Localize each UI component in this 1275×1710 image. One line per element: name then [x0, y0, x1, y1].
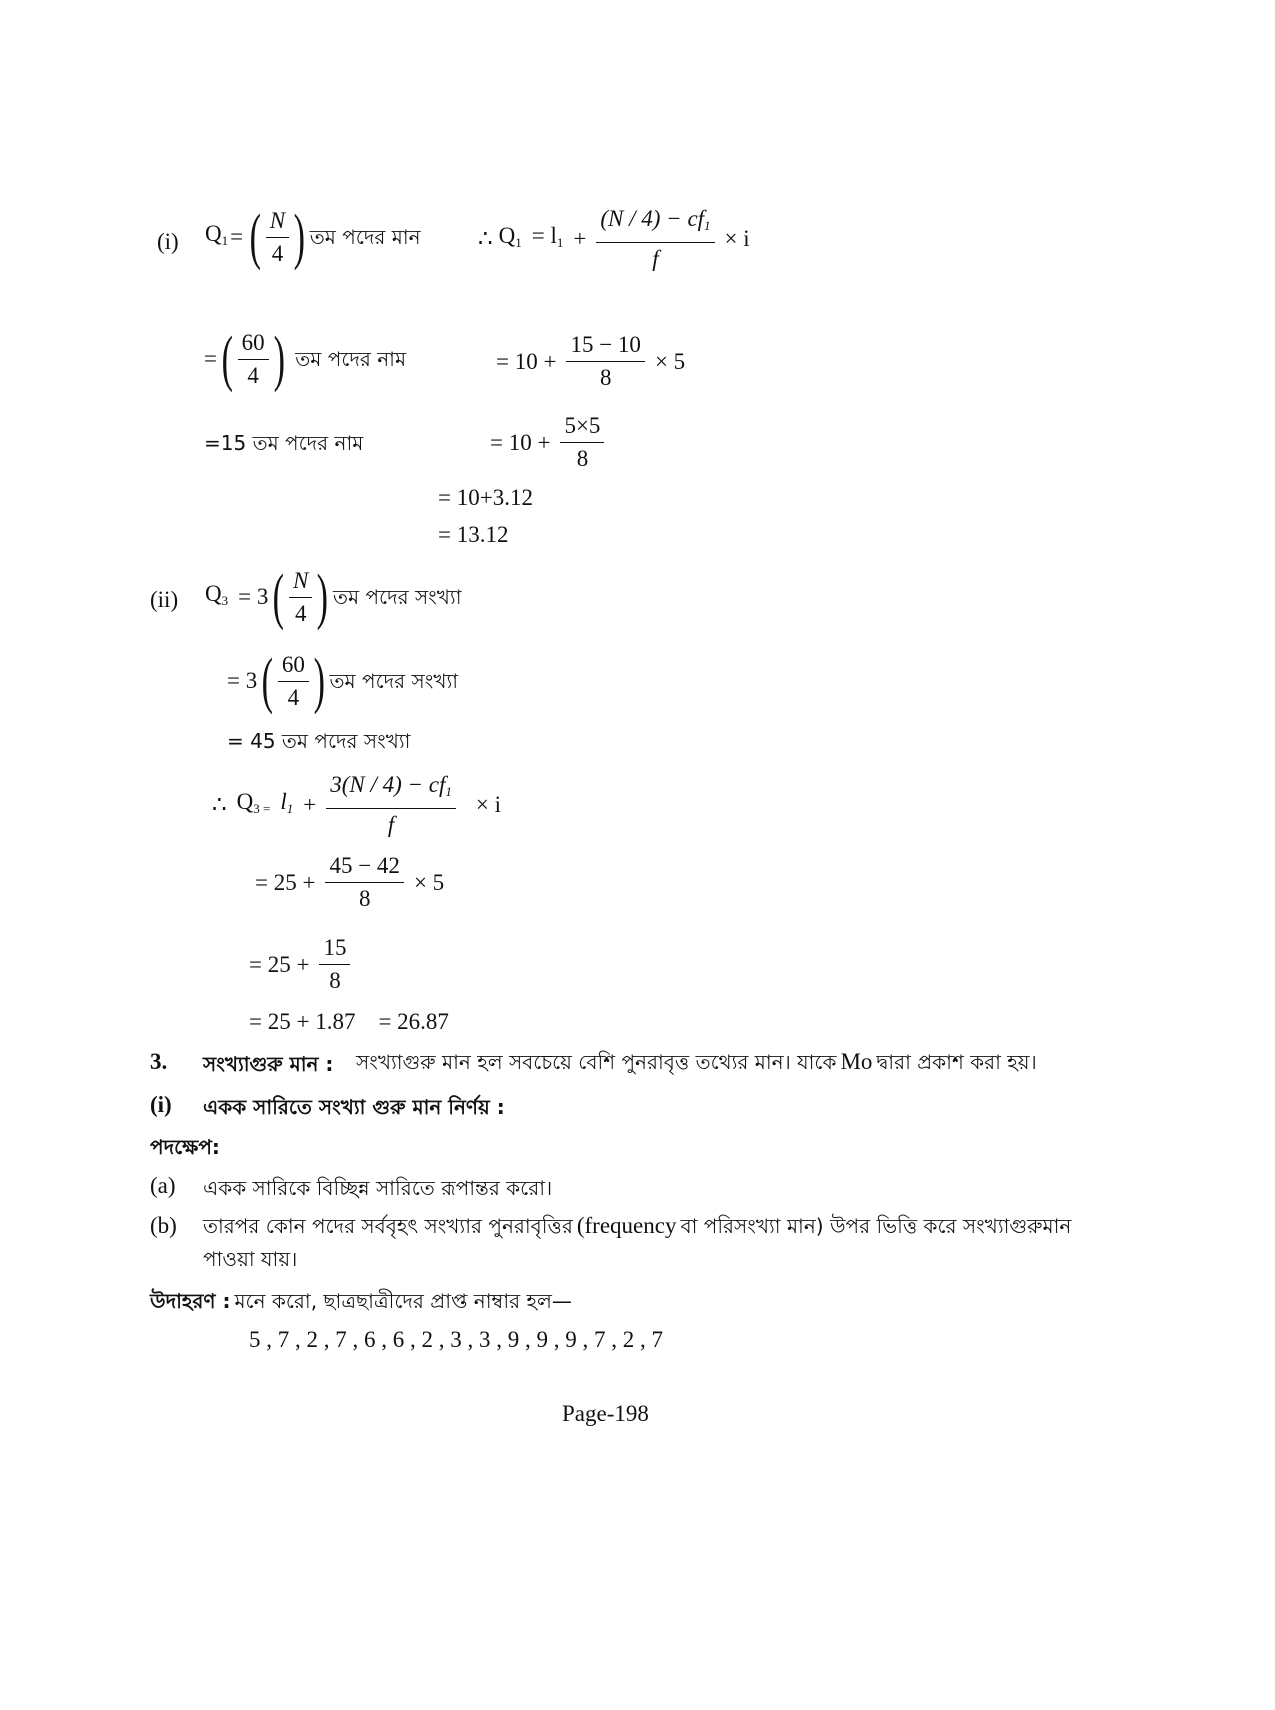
- q1-label: (i): [157, 229, 179, 254]
- therefore-symbol: ∴: [478, 226, 493, 251]
- q1-line2-left: = ( $\frac{60}{4}$ ) তম পদের নাম: [204, 325, 407, 393]
- step-b-text-cont: পাওয়া যায়।: [203, 1247, 298, 1271]
- step-a-label: (a): [150, 1173, 176, 1198]
- q1-line2-right: = 10 + $\frac{15 - 10}{8}$ × 5: [496, 332, 686, 390]
- page-number: Page-198: [562, 1401, 649, 1426]
- q3-label: (ii): [150, 587, 179, 612]
- equals: =: [230, 224, 244, 249]
- q3-result: = 25 + 1.87 = 26.87: [249, 1009, 449, 1034]
- q3-line6: = 25 + $\frac{15}{8}$: [249, 935, 350, 994]
- example: উদাহরণ : মনে করো, ছাত্রছাত্রীদের প্রাপ্ত নাম্বার হল—: [150, 1289, 572, 1313]
- q3-line2: = 3 ( $\frac{60}{4}$ ) তম পদের সংখ্যা: [227, 647, 459, 715]
- q1-symbol: $Q_1$: [205, 220, 229, 248]
- q1-result: = 13.12: [438, 522, 509, 547]
- q1-line3-right: = 10 + $\frac{5\times 5}{8}$: [490, 413, 604, 472]
- step-b-label: (b): [150, 1213, 177, 1238]
- q3-formula: ∴ $Q_{3 =}$ $l_1$ + $\frac{3(N / 4) - cf_1}{f}$ × i: [212, 772, 502, 837]
- example-numbers: 5 , 7 , 2 , 7 , 6 , 6 , 2 , 3 , 3 , 9 , 9 , 9 , 7 , 2 , 7: [249, 1327, 663, 1352]
- q1-formula-fraction: $\frac{(N / 4) - cf_1}{f}$: [596, 206, 714, 272]
- term-value-text: তম পদের মান: [309, 225, 421, 249]
- section-number: 3.: [150, 1049, 168, 1074]
- subsection-heading: একক সারিতে সংখ্যা গুরু মান নির্ণয় :: [203, 1095, 505, 1119]
- q1-formula: ∴ $Q_1$ = $l_1$ + $\frac{(N / 4) - cf_1}{f}$ × i: [478, 206, 750, 271]
- q1-definition: [205, 203, 421, 271]
- q3-line5: = 25 + $\frac{45 - 42}{8}$ × 5: [255, 853, 445, 911]
- section-definition: সংখ্যাগুরু মান হল সবচেয়ে বেশি পুনরাবৃত্ত তথ্যের মান। যাকে Mo দ্বারা প্রকাশ করা হয়।: [356, 1049, 1037, 1074]
- left-paren: (: [249, 203, 262, 271]
- right-paren: ): [293, 203, 306, 271]
- n-over-4: $\frac{N}{4}$: [266, 208, 289, 267]
- subsection-label: (i): [150, 1092, 172, 1117]
- step-a-text: একক সারিকে বিচ্ছিন্ন সারিতে রূপান্তর করো।: [203, 1176, 553, 1200]
- section-heading: সংখ্যাগুরু মান :: [203, 1052, 334, 1076]
- q3-line3: = 45 তম পদের সংখ্যা: [227, 729, 411, 753]
- q3-definition: $Q_3$ = 3 ( $\frac{N}{4}$ ) তম পদের সংখ্যা: [205, 563, 462, 631]
- step-b-text: তারপর কোন পদের সর্ববৃহৎ সংখ্যার পুনরাবৃত্তির (frequency বা পরিসংখ্যা মান) উপর ভিত্তি করে সংখ্যাগুরুমান: [203, 1213, 1072, 1238]
- steps-label: পদক্ষেপ:: [150, 1135, 220, 1159]
- q1-line3-left: =15 তম পদের নাম: [204, 431, 364, 455]
- q1-line4: = 10+3.12: [438, 485, 533, 510]
